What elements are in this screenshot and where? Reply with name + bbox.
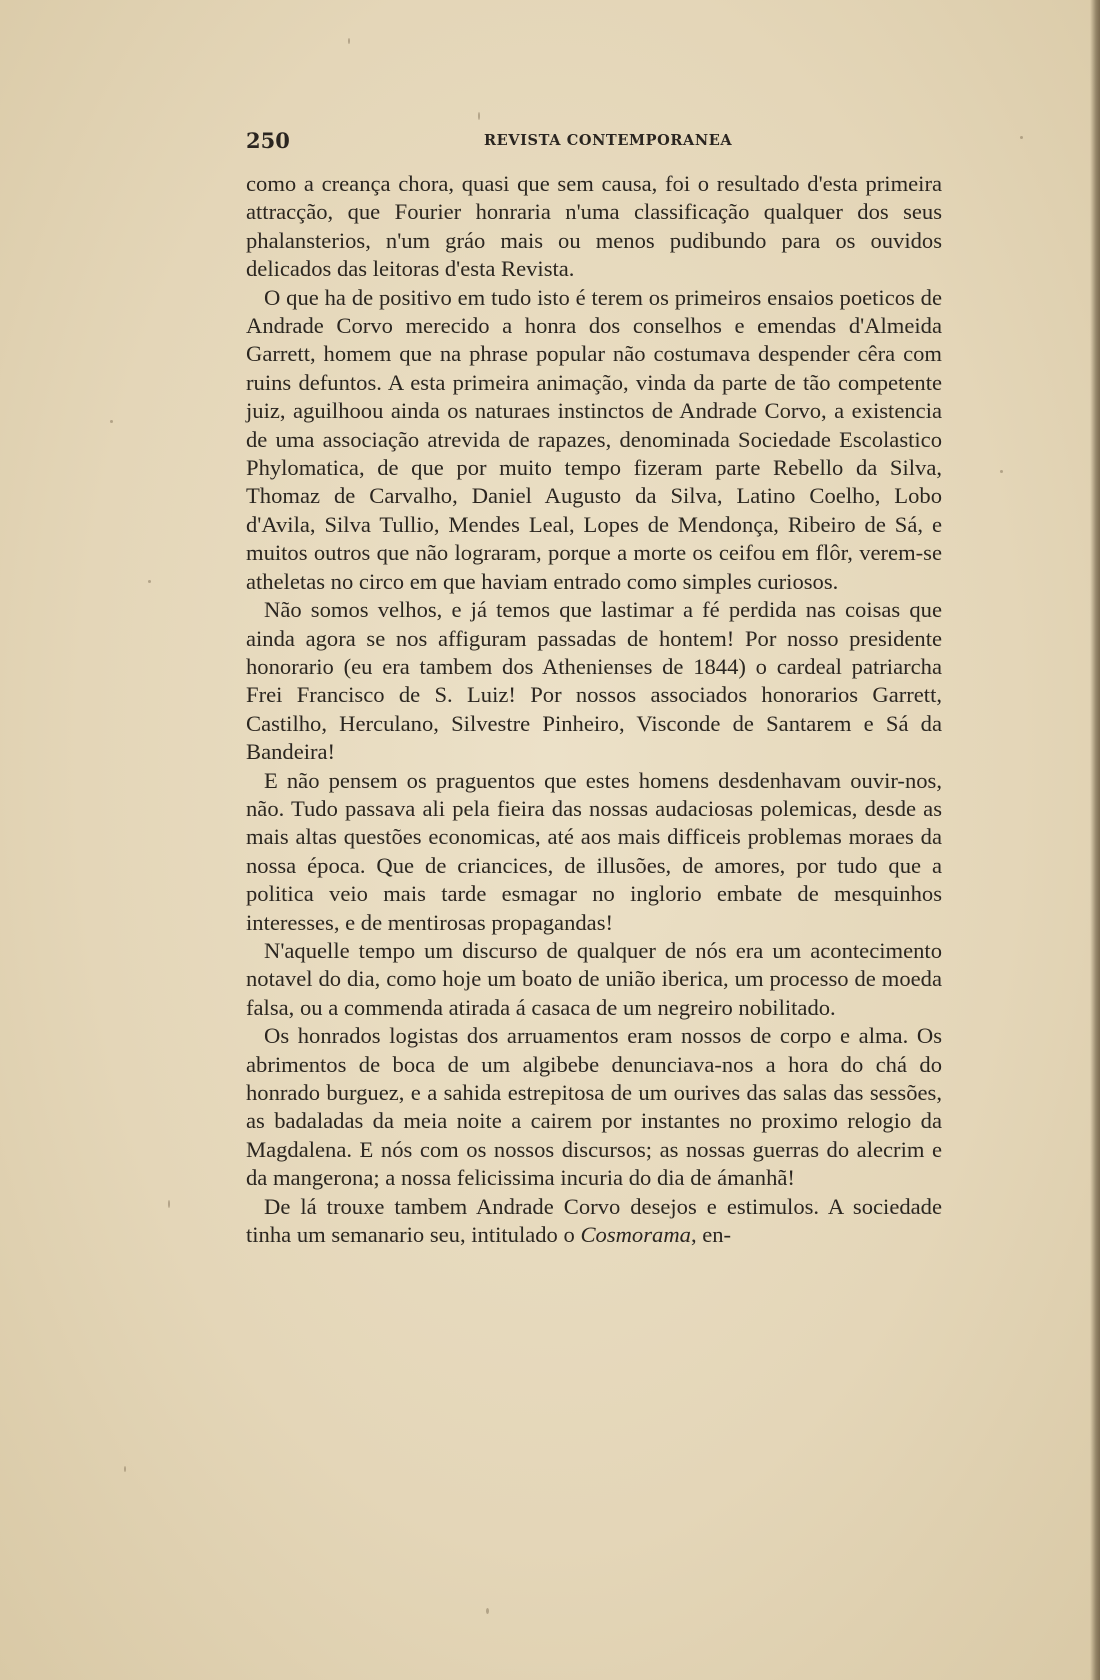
body-text [246,170,942,1249]
paragraph: E não pensem os praguentos que estes homens desdenhavam ouvir-nos, não. Tudo passava ali pela fieira das nossas audaciosas polemicas, desde as mais altas questões economicas, até aos mais difficeis problemas moraes da nossa época. Que de criancices, de illusões, de amores, por tudo que a politica veio mais tarde esmagar no inglorio embate de mesquinhos interesses, e de mentirosas propagandas! [246,767,942,935]
paper-speck [110,420,113,423]
paper-speck [124,1466,126,1472]
paragraph-continuation: como a creança chora, quasi que sem causa, foi o resultado d'esta primeira attracção, que Fourier honraria n'uma classificação qualquer dos seus phalansterios, n'um gráo mais ou menos pudibundo para os ouvidos delicados das leitoras d'esta Revista. [246,171,942,282]
paper-speck [1000,470,1003,473]
paragraph: Os honrados logistas dos arruamentos eram nossos de corpo e alma. Os abrimentos de boca de um algibebe denunciava-nos a hora do chá do honrado burguez, e a sahida estrepitosa de um ourives das salas das sessões, as badaladas da meia noite a cairem por instantes no proximo relogio da Magdalena. E nós com os nossos discursos; as nossas guerras do alecrim e da mangerona; a nossa felicissima incuria do dia de ámanhã! [246,1023,942,1191]
paper-speck [1020,136,1023,139]
page-edge-shadow [1090,0,1100,1680]
paragraph-last [246,1193,942,1250]
page-number: 250 [246,128,290,153]
paper-speck [486,1608,489,1614]
paragraph-text-end: , en- [690,1222,732,1248]
running-head: REVISTA CONTEMPORANEA [484,132,733,149]
paper-speck [148,580,151,583]
paragraph: O que ha de positivo em tudo isto é terem os primeiros ensaios poeticos de Andrade Corvo merecido a honra dos conselhos e emendas d'Almeida Garrett, homem que na phrase popular não costumava despender cêra com ruins defuntos. A esta primeira animação, vinda da parte de tão competente juiz, aguilhoou ainda os naturaes instinctos de Andrade Corvo, a existencia de uma associação atrevida de rapazes, denominada Sociedade Escolastico Phylomatica, de que por muito tempo fizeram parte Rebello da Silva, Thomaz de Carvalho, Daniel Augusto da Silva, Latino Coelho, Lobo d'Avila, Silva Tullio, Mendes Leal, Lopes de Mendonça, Ribeiro de Sá, e muitos outros que não lograram, porque a morte os ceifou em flôr, verem-se atheletas no circo em que haviam entrado como simples curiosos. [246,284,942,594]
paper-speck [478,112,480,120]
paper-speck [348,38,350,44]
paragraph: N'aquelle tempo um discurso de qualquer de nós era um acontecimento notavel do dia, como hoje um boato de união iberica, um processo de moeda falsa, ou a commenda atirada á casaca de um negreiro nobilitado. [246,937,942,1020]
paper-speck [168,1200,170,1208]
paragraph: Não somos velhos, e já temos que lastimar a fé perdida nas coisas que ainda agora se nos affiguram passadas de hontem! Por nosso presidente honorario (eu era tambem dos Athenienses de 1844) o cardeal patriarcha Frei Francisco de S. Luiz! Por nossos associados honorarios Garrett, Castilho, Herculano, Silvestre Pinheiro, Visconde de Santarem e Sá da Bandeira! [246,597,942,765]
periodical-title: Cosmorama [580,1222,691,1248]
page-header [246,128,942,154]
paragraph-text: De lá trouxe tambem Andrade Corvo desejos e estimulos. A sociedade tinha um semanario seu, intitulado o [246,1193,942,1248]
